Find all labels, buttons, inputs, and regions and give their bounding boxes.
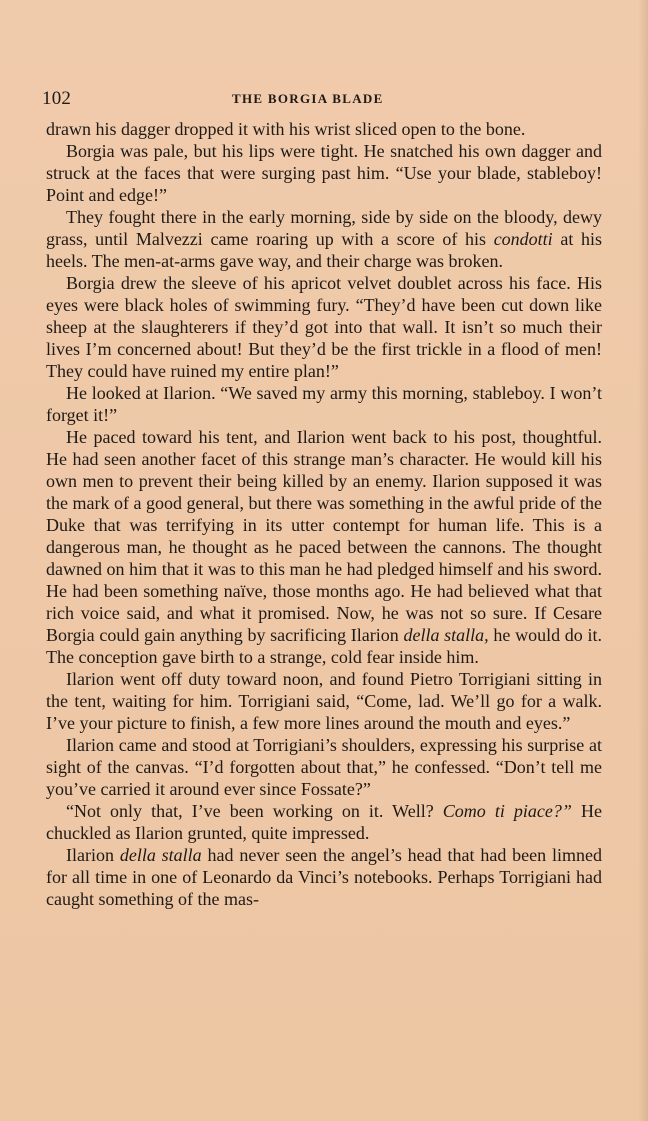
text-segment: He chuckled as Ilarion grunted, quite impressed. bbox=[46, 801, 602, 843]
text-segment: Ilarion bbox=[66, 845, 120, 865]
paragraph bbox=[46, 426, 602, 668]
page-header bbox=[42, 88, 602, 116]
paragraph bbox=[46, 118, 602, 140]
text-segment: Ilarion went off duty toward noon, and found Pietro Torrigiani sitting in the tent, waiting for him. Torrigiani said, “Come, lad. We’ll go for a walk. I’ve your picture to finish, a few more lines around the mouth and eyes.” bbox=[46, 669, 602, 733]
italic-text: Como ti piace?” bbox=[442, 801, 572, 821]
page-number: 102 bbox=[42, 88, 72, 109]
text-segment: at his heels. The men-at-arms gave way, and their charge was broken. bbox=[46, 229, 603, 271]
paragraph bbox=[46, 800, 602, 844]
text-segment: He looked at Ilarion. “We saved my army this morning, stableboy. I won’t forget it!” bbox=[46, 383, 602, 425]
paragraph bbox=[46, 844, 602, 910]
running-head: THE BORGIA BLADE bbox=[232, 91, 384, 106]
text-segment: “Not only that, I’ve been working on it. Well? bbox=[66, 801, 443, 821]
text-segment: Borgia was pale, but his lips were tight. He snatched his own dagger and struck at the faces that were surging past him. “Use your blade, stableboy! Point and edge!” bbox=[46, 141, 602, 205]
paragraph bbox=[46, 668, 602, 734]
text-segment: Borgia drew the sleeve of his apricot velvet doublet across his face. His eyes were black holes of swimming fury. “They’d have been cut down like sheep at the slaughterers if they’d got into that wall. It isn’t so much their lives I’m concerned about! But they’d be the first trickle in a flood of men! They could have ruined my entire plan!” bbox=[46, 273, 602, 381]
italic-text: condotti bbox=[493, 229, 553, 249]
text-segment: He paced toward his tent, and Ilarion went back to his post, thoughtful. He had seen another facet of this strange man’s character. He would kill his own men to prevent their being killed by an enemy. Ilarion supposed it was the mark of a good general, but there was something in the awful pride of the Duke that was terrifying in its utter contempt for human life. This is a dangerous man, he thought as he paced between the cannons. The thought dawned on him that it was to this man he had pledged himself and his sword. He had been something naïve, those months ago. He had believed what that rich voice said, and what it promised. Now, he was not so sure. If Cesare Borgia could gain anything by sacrificing Ilarion bbox=[46, 427, 602, 645]
text-segment: had never seen the angel’s head that had been limned for all time in one of Leonardo da Vinci’s notebooks. Perhaps Torrigiani had caught something of the mas- bbox=[46, 845, 603, 909]
paragraph bbox=[46, 140, 602, 206]
body-text bbox=[46, 118, 602, 910]
text-segment: he would do it. The conception gave birth to a strange, cold fear inside him. bbox=[46, 625, 602, 667]
text-segment: They fought there in the early morning, side by side on the bloody, dewy grass, until Malvezzi came roaring up with a score of his bbox=[46, 207, 602, 249]
paragraph bbox=[46, 382, 602, 426]
italic-text: della stalla bbox=[119, 845, 202, 865]
text-segment: Ilarion came and stood at Torrigiani’s shoulders, expressing his surprise at sight of the canvas. “I’d forgotten about that,” he confessed. “Don’t tell me you’ve carried it around ever since Fossate?” bbox=[46, 735, 602, 799]
page-edge-shadow bbox=[638, 0, 648, 1121]
italic-text: della stalla, bbox=[403, 625, 489, 645]
paragraph bbox=[46, 734, 602, 800]
text-segment: drawn his dagger dropped it with his wrist sliced open to the bone. bbox=[46, 119, 526, 139]
paragraph bbox=[46, 272, 602, 382]
paragraph bbox=[46, 206, 602, 272]
